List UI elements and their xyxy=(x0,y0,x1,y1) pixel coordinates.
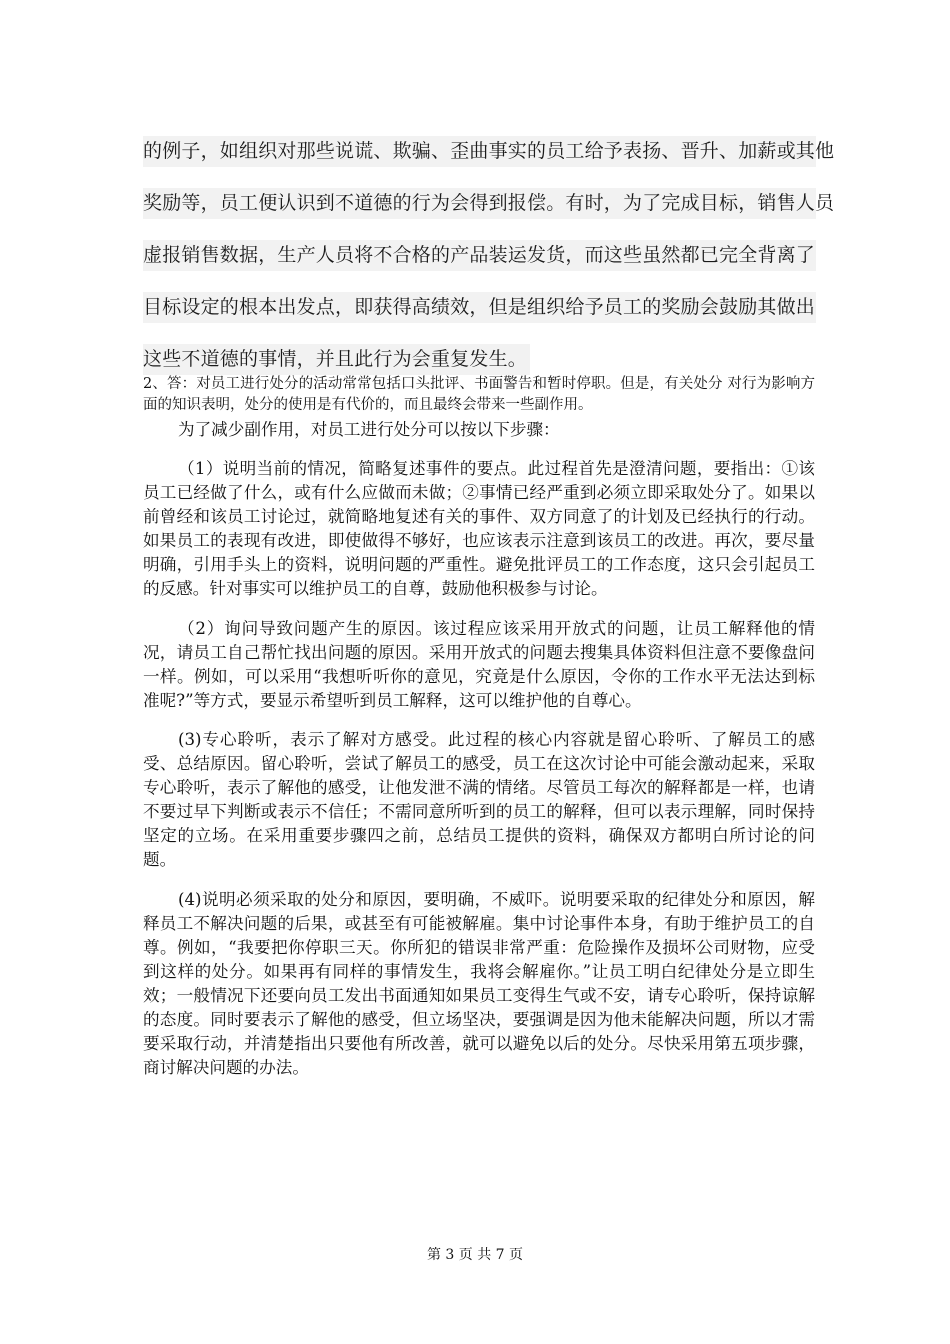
steps-intro: 为了减少副作用，对员工进行处分可以按以下步骤： xyxy=(178,420,560,439)
highlighted-line: 的例子，如组织对那些说谎、欺骗、歪曲事实的员工给予表扬、晋升、加薪或其他 xyxy=(143,136,816,167)
step-3-paragraph: (3)专心聆听，表示了解对方感受。此过程的核心内容就是留心聆听、了解员工的感受、总结原因。留心聆听，尝试了解员工的感受，员工在这次讨论中可能会激动起来，采取专心聆听，表示了解他的感受，让他发泄不满的情绪。尽管员工每次的解释都是一样，也请不要过早下判断或表示不信任；不需同意所听到的员工的解释，但可以表示理解，同时保持坚定的立场。在采用重要步骤四之前，总结员工提供的资料，确保双方都明白所讨论的问题。 xyxy=(143,729,815,870)
highlighted-line: 虚报销售数据，生产人员将不合格的产品装运发货，而这些虽然都已完全背离了 xyxy=(143,240,816,271)
page-number-footer: 第 3 页 共 7 页 xyxy=(426,1247,524,1263)
step-1-paragraph: （1）说明当前的情况，简略复述事件的要点。此过程首先是澄清问题，要指出：①该员工已经做了什么，或有什么应做而未做；②事情已经严重到必须立即采取处分了。如果以前曾经和该员工讨论过，就简略地复述有关的事件、双方同意了的计划及已经执行的行动。如果员工的表现有改进，即使做得不够好，也应该表示注意到该员工的改进。再次，要尽量明确，引用手头上的资料，说明问题的严重性。避免批评员工的工作态度，这只会引起员工的反感。针对事实可以维护员工的自尊，鼓励他积极参与讨论。 xyxy=(143,459,815,599)
highlighted-line: 奖励等，员工便认识到不道德的行为会得到报偿。有时，为了完成目标，销售人员 xyxy=(143,188,816,219)
step-2-paragraph: （2）询问导致问题产生的原因。该过程应该采用开放式的问题，让员工解释他的情况，请员工自己帮忙找出问题的原因。采用开放式的问题去搜集具体资料但注意不要像盘问一样。例如，可以采用“我想听听你的意见，究竟是什么原因，令你的工作水平无法达到标准呢?”等方式，要显示希望听到员工解释，这可以维护他的自尊心。 xyxy=(143,618,815,710)
answer-2-paragraph: 2、答：对员工进行处分的活动常常包括口头批评、书面警告和暂时停职。但是，有关处分 对行为影响方面的知识表明，处分的使用是有代价的，而且最终会带来一些副作用。 xyxy=(143,376,815,413)
step-4-paragraph: (4)说明必须采取的处分和原因，要明确，不威吓。说明要采取的纪律处分和原因，解释员工不解决问题的后果，或甚至有可能被解雇。集中讨论事件本身，有助于维护员工的自尊。例如，“我要把你停职三天。你所犯的错误非常严重：危险操作及损坏公司财物，应受到这样的处分。如果再有同样的事情发生，我将会解雇你。”让员工明白纪律处分是立即生效；一般情况下还要向员工发出书面通知如果员工变得生气或不安，请专心聆听，保持谅解的态度。同时要表示了解他的感受，但立场坚决，要强调是因为他未能解决问题，所以才需要采取行动，并清楚指出只要他有所改善，就可以避免以后的处分。尽快采用第五项步骤，商讨解决问题的办法。 xyxy=(143,889,815,1078)
answer-body xyxy=(143,374,815,1080)
highlighted-paragraph xyxy=(143,136,835,396)
highlighted-line: 这些不道德的事情，并且此行为会重复发生。 xyxy=(143,344,530,375)
highlighted-line: 目标设定的根本出发点，即获得高绩效，但是组织给予员工的奖励会鼓励其做出 xyxy=(143,292,816,323)
